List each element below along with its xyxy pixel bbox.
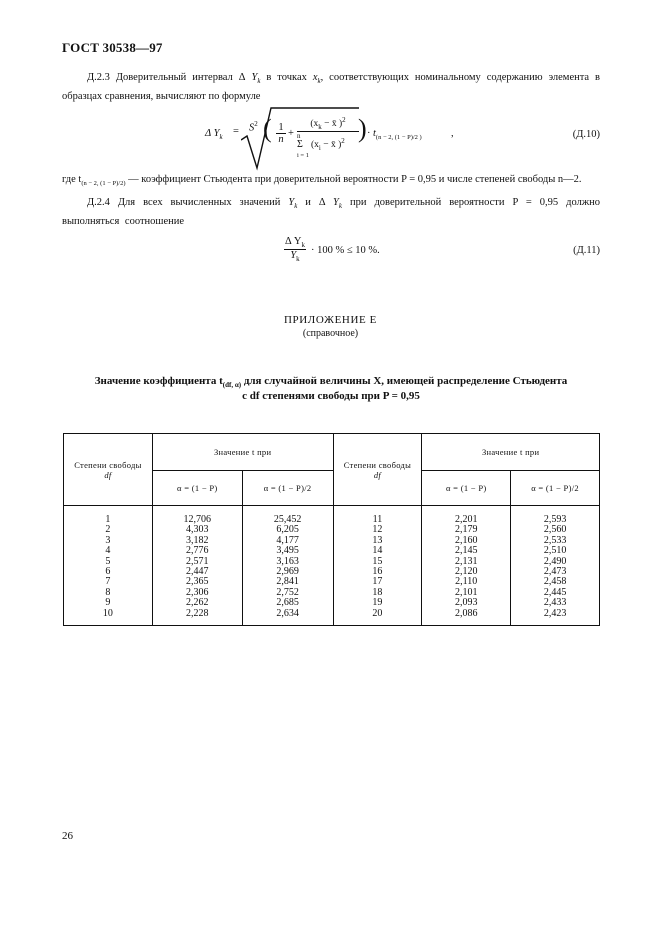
equation-number-d10: (Д.10) (572, 129, 600, 140)
cell-df: 4 (105, 545, 111, 557)
column-df-left (64, 506, 153, 626)
cell-df: 17 (372, 576, 383, 588)
header-alpha-1-left: α = (1 − P) (152, 471, 242, 506)
paragraph-where: где $t_{(n - 2, (1 - P)/2)}$ — коэффициент Стьюдента при доверительной вероятности P = 0,95 и числе степеней свободы n—2. (62, 174, 582, 188)
page-number: 26 (62, 830, 73, 842)
column-alpha2-right (511, 506, 600, 626)
cell-df: 1 (105, 514, 111, 525)
cell-value: 2,120 (455, 566, 478, 578)
cell-value: 2,086 (455, 607, 478, 619)
formula-d11: Δ $Y_k$ $Y_k$ · 100 % ≤ 10 %. (285, 236, 380, 264)
cell-value: 2,423 (543, 607, 567, 619)
table-body-row (64, 506, 600, 626)
header-degrees-of-freedom-right: Степени свободы df (333, 434, 422, 506)
cell-df: 10 (102, 607, 113, 619)
cell-value: 2,533 (543, 534, 567, 546)
cell-value: 4,177 (276, 534, 299, 546)
appendix-title: ПРИЛОЖЕНИЕ Е (284, 314, 377, 326)
document-header: ГОСТ 30538—97 (62, 40, 163, 55)
cell-value: 12,706 (183, 514, 211, 525)
cell-value: 2,179 (455, 524, 478, 536)
cell-df: 7 (105, 576, 111, 588)
cell-df: 3 (105, 534, 111, 546)
fraction-one-over-n: 1 n (276, 122, 286, 145)
cell-df: 19 (372, 597, 383, 609)
cell-value: 2,131 (455, 555, 478, 567)
cell-value: 3,163 (276, 555, 299, 567)
cell-value: 4,303 (186, 524, 209, 536)
column-alpha2-left (242, 506, 333, 626)
cell-value: 2,969 (276, 566, 299, 578)
cell-df: 16 (372, 566, 383, 578)
cell-df: 14 (372, 545, 383, 557)
column-alpha1-left (152, 506, 242, 626)
equation-number-d11: (Д.11) (573, 245, 600, 256)
cell-df: 13 (372, 534, 383, 546)
header-alpha-1-right: α = (1 − P) (422, 471, 511, 506)
column-df-right (333, 506, 422, 626)
cell-value: 2,752 (276, 586, 299, 598)
cell-value: 2,445 (543, 586, 567, 598)
cell-df: 11 (372, 514, 383, 525)
cell-value: 2,685 (276, 597, 299, 609)
cell-value: 2,510 (543, 545, 567, 557)
fraction-relative-error: Δ $Y_k$ $Y_k$ (285, 236, 305, 264)
table-title-line-1: Значение коэффициента $t_{(df, \alpha)}$ для случайной величины X, имеющей распределение Стьюдента (94, 375, 568, 390)
cell-value: 3,495 (276, 545, 299, 557)
cell-value: 2,593 (543, 514, 567, 525)
cell-value: 25,452 (273, 514, 302, 525)
cell-value: 2,560 (543, 524, 567, 536)
header-degrees-of-freedom-left: Степени свободы df (64, 434, 153, 506)
cell-df: 9 (105, 597, 111, 609)
cell-value: 6,205 (276, 524, 299, 536)
cell-value: 2,365 (186, 576, 209, 588)
table-title-line-2: с df степенями свободы при P = 0,95 (242, 390, 420, 402)
cell-df: 20 (372, 607, 383, 619)
cell-df: 2 (105, 524, 111, 536)
cell-value: 2,093 (455, 597, 478, 609)
cell-value: 2,145 (455, 545, 478, 557)
cell-df: 6 (105, 566, 111, 578)
cell-value: 2,571 (186, 555, 209, 567)
header-alpha-2-left: α = (1 − P)/2 (242, 471, 333, 506)
cell-df: 18 (372, 586, 383, 598)
cell-value: 2,841 (276, 576, 299, 588)
cell-value: 2,160 (455, 534, 478, 546)
formula-d10: Δ $Y_k$ = $S^2$ ( 1 n + ($x_k$ − x̄ )$^2$ n Σ i = 1 ($x_i$ − x̄ )$^2$ ) · $t_{(n - 2, (1 - P)/2 )}$ , (205, 106, 465, 172)
fraction-deviation: ($x_k$ − x̄ )$^2$ n Σ i = 1 ($x_i$ − x̄ )$^2$ (297, 116, 359, 162)
cell-value: 2,473 (543, 566, 567, 578)
header-value-left: Значение t при (152, 434, 333, 471)
column-alpha1-right (422, 506, 511, 626)
cell-df: 15 (372, 555, 383, 567)
cell-value: 2,201 (455, 514, 478, 525)
cell-value: 2,490 (543, 555, 567, 567)
cell-value: 2,306 (186, 586, 209, 598)
cell-df: 5 (105, 555, 111, 567)
cell-value: 2,262 (186, 597, 209, 609)
paragraph-d24: Д.2.4 Для всех вычисленных значений $Y_k$ и Δ $Y_k$ при доверительной вероятности P = 0,95 должно выполняться соотношение (62, 197, 600, 228)
appendix-subtitle: (справочное) (302, 328, 359, 339)
cell-df: 8 (105, 586, 111, 598)
cell-value: 2,458 (543, 576, 567, 588)
cell-value: 2,228 (186, 607, 209, 619)
cell-value: 2,776 (186, 545, 209, 557)
cell-value: 2,447 (186, 566, 209, 578)
cell-value: 2,634 (276, 607, 299, 619)
cell-value: 2,433 (543, 597, 567, 609)
cell-value: 2,101 (455, 586, 478, 598)
cell-df: 12 (372, 524, 383, 536)
header-alpha-2-right: α = (1 − P)/2 (511, 471, 600, 506)
student-t-table (63, 433, 600, 626)
cell-value: 2,110 (455, 576, 478, 588)
cell-value: 3,182 (186, 534, 209, 546)
header-value-right: Значение t при (422, 434, 600, 471)
paragraph-d23: Д.2.3 Доверительный интервал Δ $Y_k$ в точках $x_k$, соответствующих номинальному содержанию элемента в образцах сравнения, вычисляют по формуле (62, 72, 601, 103)
